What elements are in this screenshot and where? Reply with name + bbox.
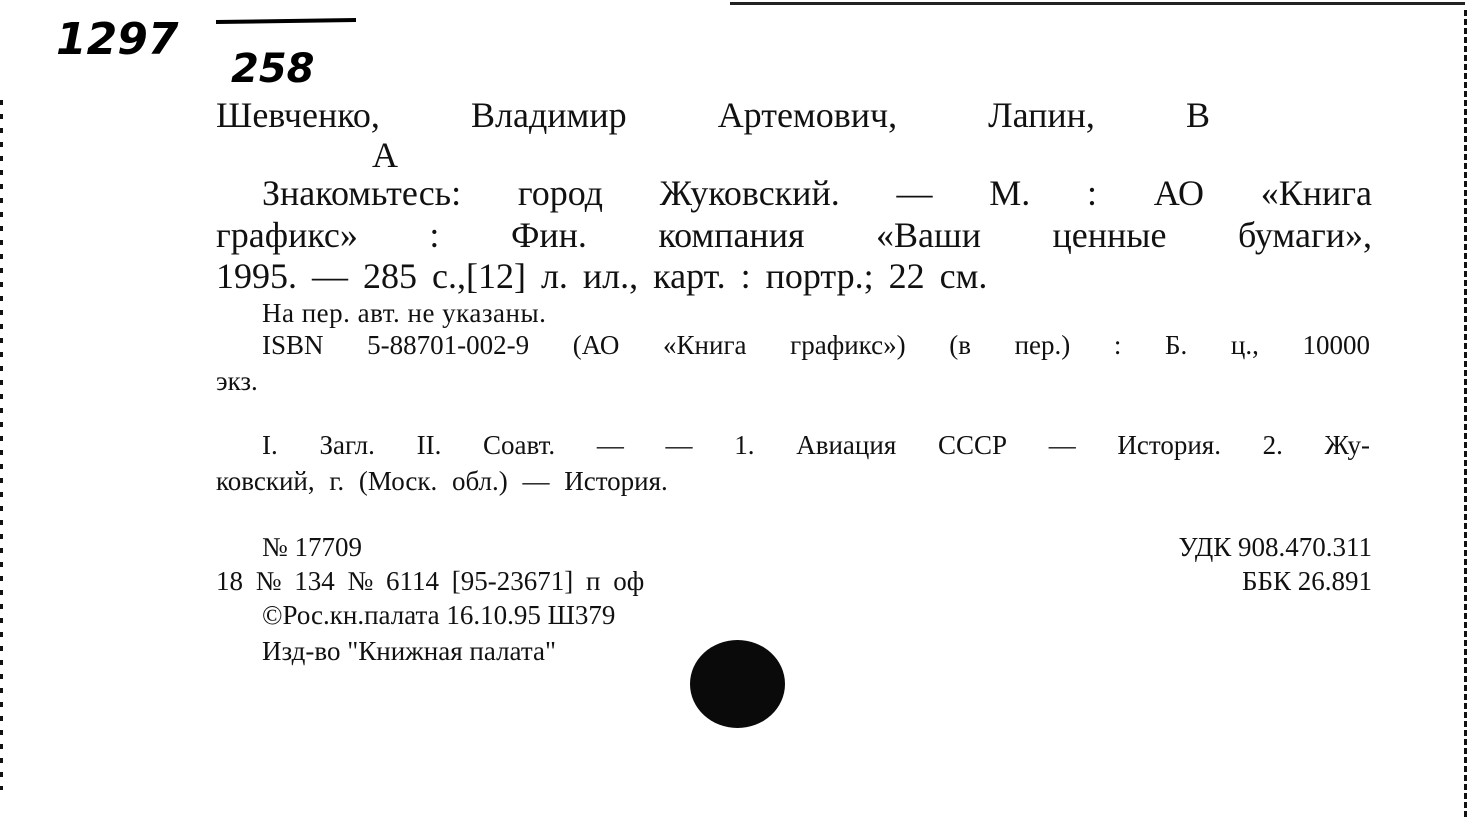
- title-word: ценные: [1052, 215, 1167, 255]
- title-line-2: [216, 214, 1372, 256]
- title-word: компания: [658, 215, 805, 255]
- handwritten-main-number: 1297: [56, 14, 179, 65]
- bbk-classification: ББК 26.891: [1241, 566, 1372, 596]
- authors-note: На пер. авт. не указаны.: [262, 298, 547, 328]
- title-word: графикс»: [216, 215, 358, 255]
- card-number: № 17709: [262, 532, 363, 562]
- isbn-line: ISBN 5-88701-002-9 (АО «Книга графикс») (в пер.) : Б. ц., 10000: [262, 330, 1370, 360]
- title-word: бумаги»,: [1237, 215, 1372, 255]
- title-line-3: 1995. — 285 с.,[12] л. ил., карт. : портр.; 22 см.: [216, 256, 988, 296]
- author-heading-continuation: А: [372, 135, 398, 175]
- isbn-line-continuation: экз.: [216, 366, 258, 396]
- record-line: 18 № 134 № 6114 [95-23671] п оф: [216, 566, 645, 596]
- handwritten-call-number: [56, 6, 376, 86]
- title-line-1: Знакомьтесь: город Жуковский. — М. : АО «Книга: [262, 173, 1372, 213]
- author-word: Лапин,: [988, 95, 1095, 135]
- card-left-border: [0, 100, 3, 790]
- card-top-border: [730, 2, 1465, 5]
- title-word: :: [429, 215, 440, 255]
- card-right-border: [1464, 10, 1467, 820]
- card-punch-hole: [690, 640, 785, 728]
- author-word: Шевченко,: [216, 95, 380, 135]
- handwritten-sub-number: 258: [231, 46, 315, 86]
- author-word: Владимир: [471, 95, 627, 135]
- title-word: Фин.: [510, 215, 587, 255]
- title-word: «Ваши: [876, 215, 981, 255]
- publisher-line: Изд-во "Книжная палата": [262, 636, 556, 666]
- author-word: В: [1185, 95, 1210, 135]
- author-word: Артемович,: [717, 95, 898, 135]
- tracings-line-2: ковский, г. (Моск. обл.) — История.: [216, 466, 668, 496]
- handwritten-overline: [216, 20, 356, 22]
- author-heading: [216, 94, 1210, 136]
- copyright-line: ©Рос.кн.палата 16.10.95 Ш379: [262, 600, 616, 630]
- tracings-line-1: I. Загл. II. Соавт. — — 1. Авиация СССР — История. 2. Жу-: [262, 430, 1370, 460]
- udk-classification: УДК 908.470.311: [1178, 532, 1372, 562]
